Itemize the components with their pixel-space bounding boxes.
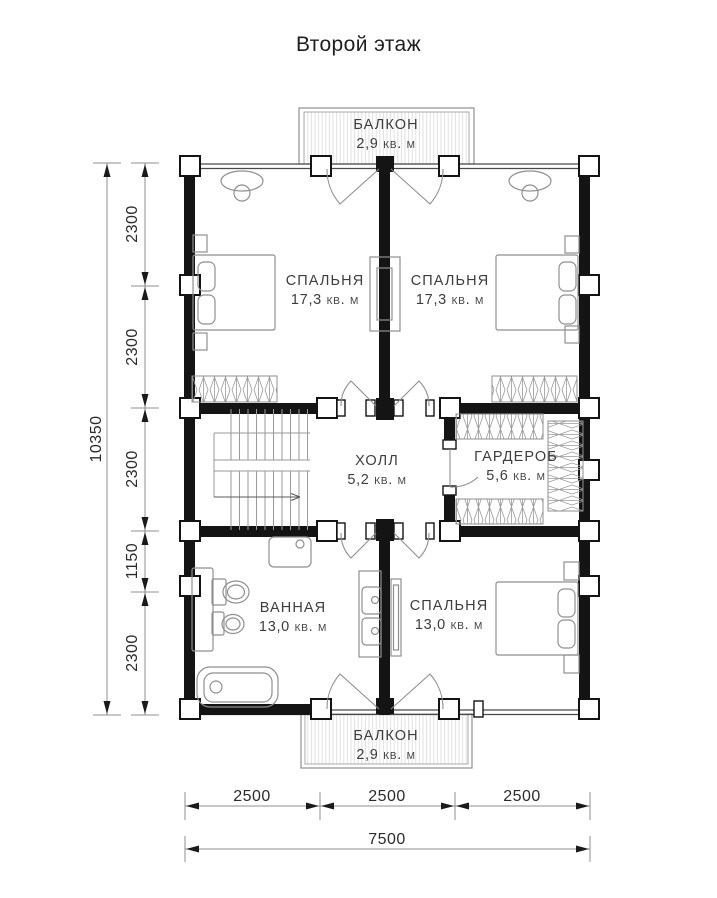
nightstand [193,333,207,350]
nightstand [193,235,207,252]
room-label-bedroom-b: СПАЛЬНЯ 13,0 кв. м [409,598,489,633]
closet-bedroom-tr [492,376,577,402]
room-label-hall: ХОЛЛ 5,2 кв. м [347,453,407,488]
nightstand [565,326,579,343]
closet-wardrobe-top [456,414,543,439]
post-center-mid-lower [376,519,394,541]
room-label-bathroom: ВАННАЯ 13,0 кв. м [258,600,328,635]
page-title: Второй этаж [295,33,422,56]
pillow [198,295,215,324]
dim-left-seg-4: 1150 [124,542,141,580]
door-arc-balcony-top-right [391,169,443,204]
door-arc-balcony-bottom-right [391,674,443,709]
bed-icon [496,255,578,330]
dim-bottom-seg-3: 2500 [503,788,541,805]
furniture-bedroom-tr [496,171,579,343]
wall-center-upper [379,163,390,408]
stairs-icon [214,409,310,530]
wall-mid-upper-left [184,403,317,414]
post-center-mid-upper [376,398,394,420]
dim-bottom-seg-1: 2500 [233,788,271,805]
room-label-wardrobe: ГАРДЕРОБ 5,6 кв. м [474,449,558,484]
dim-bottom-total: 7500 [368,831,406,848]
pillow [558,620,575,648]
dim-bottom-seg-2: 2500 [368,788,406,805]
pillow [559,295,576,324]
bed-icon [193,255,275,330]
room-label-balcony-bottom: БАЛКОН 2,9 кв. м [353,728,419,763]
nightstand [564,562,579,580]
wall-mid-upper-right [457,403,590,414]
ceiling-lamp-icon [509,171,551,201]
dim-left-seg-2: 2300 [124,328,141,366]
bathtub-icon [197,667,278,707]
bidet-icon [212,612,244,635]
ceiling-lamp-icon [221,171,263,201]
closet-wardrobe-bottom [456,499,543,524]
post-center-bottom [376,698,394,714]
door-arc-balcony-top-left [327,169,379,204]
nightstand [565,236,579,253]
room-label-balcony-top: БАЛКОН 2,9 кв. м [353,117,419,152]
door-frames [337,400,483,717]
closet-bedroom-tl [192,376,277,402]
dim-left-seg-5: 2300 [124,634,141,672]
toilet-icon [212,579,249,605]
furniture-bedroom-tl [193,171,275,350]
wall-mid-lower-left [184,526,317,537]
dim-left-total: 10350 [88,415,105,463]
washer-icon [269,537,311,567]
pillow [558,589,575,617]
door-arc-balcony-bottom-left [327,674,379,709]
dim-left-seg-1: 2300 [124,205,141,243]
dim-left-seg-3: 2300 [124,450,141,488]
wall-mid-lower-right [457,526,590,537]
room-label-bedroom-tr: СПАЛЬНЯ 17,3 кв. м [410,273,490,308]
bed-icon [496,582,578,655]
nightstand [564,655,579,673]
pillow [559,262,576,291]
double-sink-icon [359,571,381,657]
wall-panel [391,579,401,656]
room-label-bedroom-tl: СПАЛЬНЯ 17,3 кв. м [285,273,365,308]
